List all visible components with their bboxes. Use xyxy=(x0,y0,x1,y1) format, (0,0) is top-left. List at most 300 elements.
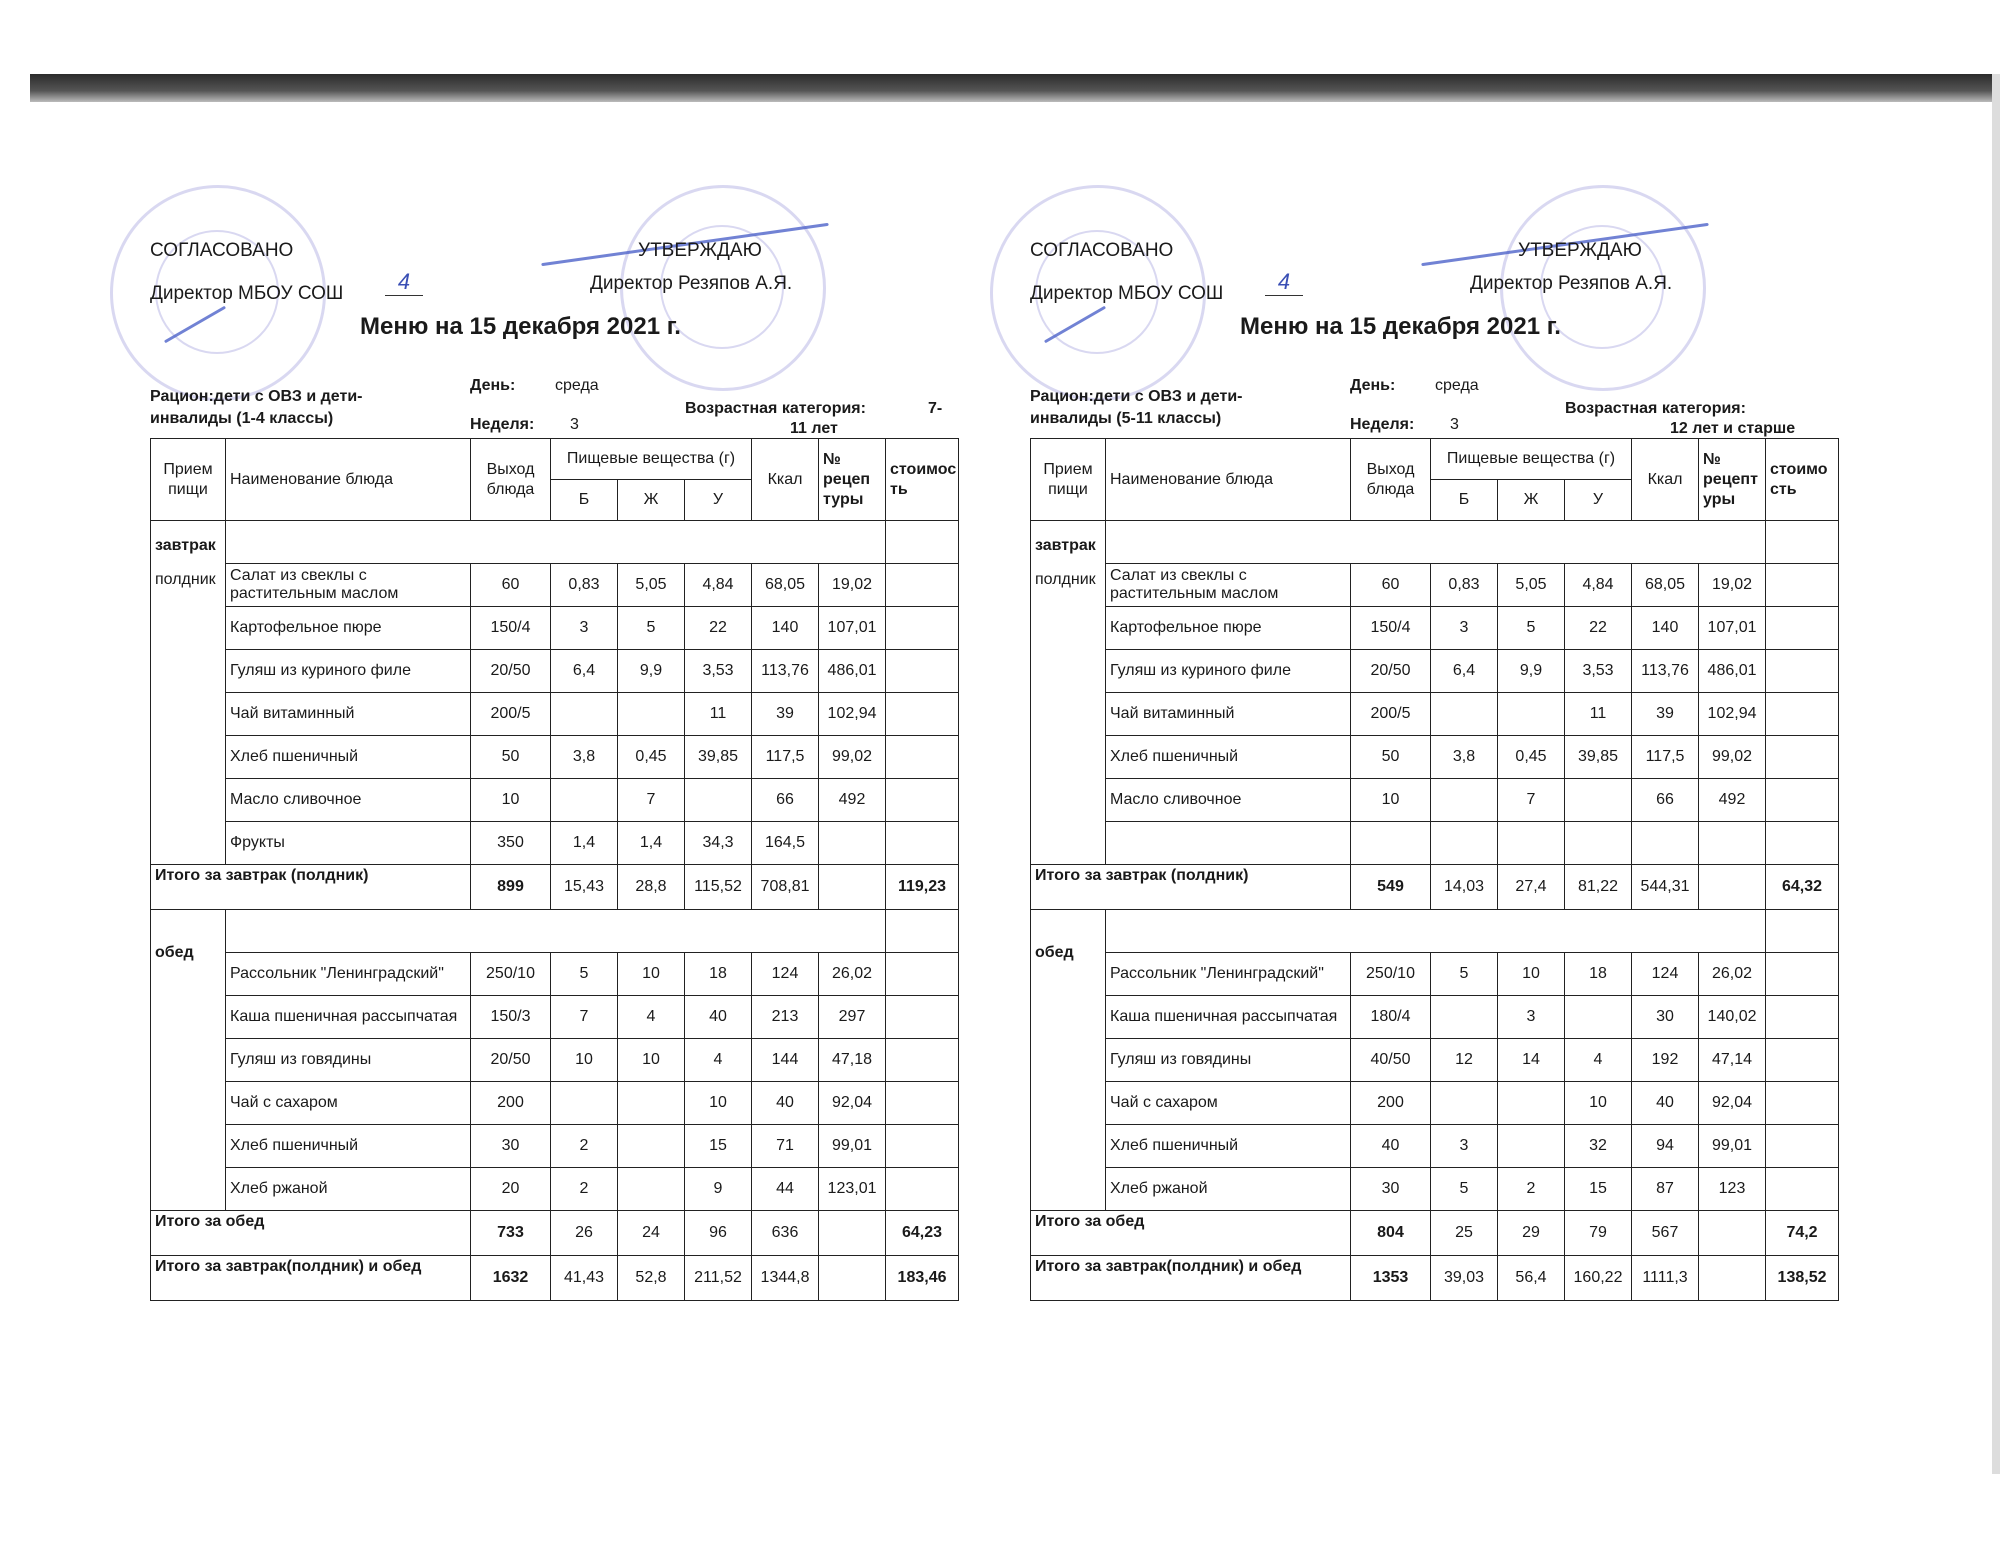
cell-b xyxy=(1431,996,1498,1039)
total-label: Итого за завтрак (полдник) xyxy=(1031,865,1351,910)
cell-zh xyxy=(618,1125,685,1168)
total-u: 160,22 xyxy=(1565,1256,1632,1301)
cell-recipe: 47,14 xyxy=(1699,1039,1766,1082)
total-b: 26 xyxy=(551,1211,618,1256)
header-kcal: Ккал xyxy=(752,439,819,521)
cell-b: 5 xyxy=(1431,1168,1498,1211)
cell-cost xyxy=(1766,1082,1839,1125)
header-meal: Прием пищи xyxy=(1031,439,1106,521)
cell-kcal: 213 xyxy=(752,996,819,1039)
cell-zh: 1,4 xyxy=(618,822,685,865)
cell-kcal: 117,5 xyxy=(752,736,819,779)
lunch-total-row xyxy=(1031,1211,1839,1256)
cell-cost xyxy=(886,564,959,607)
section-spacer-row xyxy=(1031,521,1839,564)
cell-yield xyxy=(1351,822,1431,865)
cell-b: 3,8 xyxy=(551,736,618,779)
breakfast-total-row xyxy=(151,865,959,910)
header-nutrients: Пищевые вещества (г) xyxy=(1431,439,1632,480)
cell-u: 39,85 xyxy=(1565,736,1632,779)
cell-kcal: 39 xyxy=(1632,693,1699,736)
approved-heading: УТВЕРЖДАЮ xyxy=(1518,240,1642,261)
cell-yield: 200 xyxy=(1351,1082,1431,1125)
dish-name: Чай с сахаром xyxy=(226,1082,471,1125)
cell-b xyxy=(551,779,618,822)
cell-u: 40 xyxy=(685,996,752,1039)
day-label: День: xyxy=(470,377,516,394)
header-nutrients: Пищевые вещества (г) xyxy=(551,439,752,480)
cell-b xyxy=(1431,822,1498,865)
cell-u: 4 xyxy=(1565,1039,1632,1082)
section-spacer-row xyxy=(151,521,959,564)
ration-label: Рацион:дети с ОВЗ и дети- xyxy=(150,388,363,405)
ration-label: Рацион:дети с ОВЗ и дети- xyxy=(1030,388,1243,405)
dish-name: Хлеб пшеничный xyxy=(226,1125,471,1168)
total-b: 25 xyxy=(1431,1211,1498,1256)
cell-kcal: 94 xyxy=(1632,1125,1699,1168)
cell-yield: 30 xyxy=(1351,1168,1431,1211)
spacer-cost-cell xyxy=(886,521,959,564)
table-row xyxy=(151,822,959,865)
cell-cost xyxy=(1766,607,1839,650)
table-row xyxy=(1031,779,1839,822)
cell-kcal: 164,5 xyxy=(752,822,819,865)
total-b: 15,43 xyxy=(551,865,618,910)
menu-sheet-left xyxy=(150,225,980,1301)
spacer-cost-cell xyxy=(1766,910,1839,953)
age-value-2: 11 лет xyxy=(790,420,838,437)
dish-name: Салат из свеклы с растительным маслом xyxy=(226,564,471,607)
table-row xyxy=(1031,1082,1839,1125)
day-value: среда xyxy=(1435,377,1479,394)
school-number: 4 xyxy=(385,269,423,296)
cell-recipe: 486,01 xyxy=(1699,650,1766,693)
total-recipe xyxy=(1699,865,1766,910)
cell-b: 0,83 xyxy=(551,564,618,607)
day-label: День: xyxy=(1350,377,1396,394)
cell-zh: 7 xyxy=(618,779,685,822)
cell-u: 18 xyxy=(1565,953,1632,996)
table-row xyxy=(1031,650,1839,693)
grand-total-row xyxy=(151,1256,959,1301)
cell-yield: 10 xyxy=(471,779,551,822)
header-zh: Ж xyxy=(1498,480,1565,521)
dish-name: Гуляш из куриного филе xyxy=(226,650,471,693)
total-label: Итого за обед xyxy=(151,1211,471,1256)
cell-recipe: 123 xyxy=(1699,1168,1766,1211)
total-recipe xyxy=(819,1256,886,1301)
table-row xyxy=(151,779,959,822)
cell-recipe: 92,04 xyxy=(1699,1082,1766,1125)
cell-yield: 200 xyxy=(471,1082,551,1125)
dish-name: Каша пшеничная рассыпчатая xyxy=(226,996,471,1039)
cell-yield: 20/50 xyxy=(471,1039,551,1082)
cell-yield: 250/10 xyxy=(1351,953,1431,996)
cell-b: 6,4 xyxy=(551,650,618,693)
menu-meta xyxy=(1030,377,1860,438)
header-meal: Прием пищи xyxy=(151,439,226,521)
cell-b xyxy=(1431,1082,1498,1125)
week-value: 3 xyxy=(1450,416,1459,433)
table-row xyxy=(151,1039,959,1082)
cell-u: 39,85 xyxy=(685,736,752,779)
spacer-cell xyxy=(1106,521,1766,564)
cell-zh: 0,45 xyxy=(618,736,685,779)
cell-recipe: 26,02 xyxy=(1699,953,1766,996)
meal-lunch: обед xyxy=(1031,910,1106,1211)
cell-yield: 350 xyxy=(471,822,551,865)
agreed-by: Директор МБОУ СОШ xyxy=(1030,283,1224,304)
table-row xyxy=(1031,564,1839,607)
cell-yield: 200/5 xyxy=(471,693,551,736)
cell-b: 3 xyxy=(551,607,618,650)
spacer-cost-cell xyxy=(886,910,959,953)
ration-label-2: инвалиды (1-4 классы) xyxy=(150,410,334,427)
cell-cost xyxy=(1766,1125,1839,1168)
header-u: У xyxy=(685,480,752,521)
header-b: Б xyxy=(551,480,618,521)
week-label: Неделя: xyxy=(1350,416,1415,433)
cell-zh: 0,45 xyxy=(1498,736,1565,779)
cell-kcal: 39 xyxy=(752,693,819,736)
approved-by: Директор Резяпов А.Я. xyxy=(1470,273,1673,294)
cell-yield: 20 xyxy=(471,1168,551,1211)
cell-b xyxy=(1431,779,1498,822)
total-cost: 64,23 xyxy=(886,1211,959,1256)
cell-cost xyxy=(886,1168,959,1211)
cell-b: 2 xyxy=(551,1168,618,1211)
cell-kcal: 124 xyxy=(752,953,819,996)
meal-label-breakfast: завтрак xyxy=(155,537,216,554)
dish-name: Хлеб пшеничный xyxy=(1106,1125,1351,1168)
cell-u xyxy=(685,779,752,822)
cell-u xyxy=(1565,822,1632,865)
cell-u xyxy=(1565,996,1632,1039)
approval-block xyxy=(150,225,980,380)
school-number: 4 xyxy=(1265,269,1303,296)
total-cost: 64,32 xyxy=(1766,865,1839,910)
cell-recipe xyxy=(1699,822,1766,865)
section-spacer-row xyxy=(151,910,959,953)
cell-kcal: 87 xyxy=(1632,1168,1699,1211)
cell-u: 18 xyxy=(685,953,752,996)
cell-recipe: 107,01 xyxy=(1699,607,1766,650)
cell-zh xyxy=(1498,1125,1565,1168)
cell-u: 9 xyxy=(685,1168,752,1211)
cell-b: 1,4 xyxy=(551,822,618,865)
total-yield: 804 xyxy=(1351,1211,1431,1256)
dish-name: Картофельное пюре xyxy=(226,607,471,650)
header-recipe: № рецеп туры xyxy=(819,439,886,521)
total-kcal: 544,31 xyxy=(1632,865,1699,910)
cell-u: 4 xyxy=(685,1039,752,1082)
menu-sheet-right xyxy=(1030,225,1860,1301)
cell-cost xyxy=(886,953,959,996)
cell-zh: 3 xyxy=(1498,996,1565,1039)
total-recipe xyxy=(819,865,886,910)
cell-yield: 10 xyxy=(1351,779,1431,822)
header-dish: Наименование блюда xyxy=(226,439,471,521)
approved-heading: УТВЕРЖДАЮ xyxy=(638,240,762,261)
cell-kcal: 144 xyxy=(752,1039,819,1082)
table-row xyxy=(1031,1125,1839,1168)
dish-name xyxy=(1106,822,1351,865)
age-label: Возрастная категория: xyxy=(1565,400,1746,417)
total-kcal: 1344,8 xyxy=(752,1256,819,1301)
cell-kcal: 66 xyxy=(1632,779,1699,822)
dish-name: Салат из свеклы с растительным маслом xyxy=(1106,564,1351,607)
cell-yield: 60 xyxy=(1351,564,1431,607)
cell-u: 32 xyxy=(1565,1125,1632,1168)
cell-cost xyxy=(1766,953,1839,996)
header-row xyxy=(1031,439,1839,480)
cell-zh: 5 xyxy=(618,607,685,650)
dish-name: Каша пшеничная рассыпчатая xyxy=(1106,996,1351,1039)
table-row xyxy=(1031,693,1839,736)
week-label: Неделя: xyxy=(470,416,535,433)
cell-kcal: 71 xyxy=(752,1125,819,1168)
table-row xyxy=(1031,607,1839,650)
total-b: 39,03 xyxy=(1431,1256,1498,1301)
cell-recipe: 99,02 xyxy=(819,736,886,779)
cell-recipe: 26,02 xyxy=(819,953,886,996)
cell-b xyxy=(1431,693,1498,736)
cell-zh: 9,9 xyxy=(1498,650,1565,693)
cell-recipe: 47,18 xyxy=(819,1039,886,1082)
agreed-by: Директор МБОУ СОШ xyxy=(150,283,344,304)
cell-u: 15 xyxy=(1565,1168,1632,1211)
grand-total-row xyxy=(1031,1256,1839,1301)
cell-zh xyxy=(618,1082,685,1125)
cell-zh xyxy=(1498,1082,1565,1125)
total-u: 81,22 xyxy=(1565,865,1632,910)
cell-cost xyxy=(1766,822,1839,865)
cell-yield: 60 xyxy=(471,564,551,607)
table-row xyxy=(151,1082,959,1125)
age-value-1: 7- xyxy=(928,400,943,417)
cell-kcal: 140 xyxy=(1632,607,1699,650)
table-row xyxy=(151,1125,959,1168)
table-row xyxy=(151,953,959,996)
ration-label-2: инвалиды (5-11 классы) xyxy=(1030,410,1222,427)
dish-name: Картофельное пюре xyxy=(1106,607,1351,650)
table-row xyxy=(151,693,959,736)
cell-recipe: 492 xyxy=(819,779,886,822)
table-row xyxy=(151,564,959,607)
total-label: Итого за завтрак(полдник) и обед xyxy=(151,1256,471,1301)
total-kcal: 567 xyxy=(1632,1211,1699,1256)
total-u: 79 xyxy=(1565,1211,1632,1256)
cell-recipe: 297 xyxy=(819,996,886,1039)
dish-name: Хлеб ржаной xyxy=(226,1168,471,1211)
cell-cost xyxy=(1766,693,1839,736)
cell-zh: 7 xyxy=(1498,779,1565,822)
cell-zh: 5 xyxy=(1498,607,1565,650)
age-value-2: 12 лет и старше xyxy=(1670,420,1796,437)
week-value: 3 xyxy=(570,416,579,433)
cell-b: 10 xyxy=(551,1039,618,1082)
approval-block xyxy=(1030,225,1860,380)
cell-cost xyxy=(886,1039,959,1082)
table-row xyxy=(151,1168,959,1211)
cell-u: 4,84 xyxy=(685,564,752,607)
dish-name: Чай с сахаром xyxy=(1106,1082,1351,1125)
menu-table xyxy=(150,438,959,1301)
agreed-heading: СОГЛАСОВАНО xyxy=(1030,240,1174,261)
cell-cost xyxy=(1766,996,1839,1039)
cell-yield: 150/3 xyxy=(471,996,551,1039)
cell-recipe: 123,01 xyxy=(819,1168,886,1211)
cell-yield: 150/4 xyxy=(1351,607,1431,650)
total-label: Итого за обед xyxy=(1031,1211,1351,1256)
cell-recipe: 19,02 xyxy=(1699,564,1766,607)
cell-kcal: 113,76 xyxy=(1632,650,1699,693)
cell-recipe: 486,01 xyxy=(819,650,886,693)
total-u: 211,52 xyxy=(685,1256,752,1301)
cell-recipe: 102,94 xyxy=(1699,693,1766,736)
cell-yield: 50 xyxy=(1351,736,1431,779)
cell-kcal: 68,05 xyxy=(1632,564,1699,607)
day-value: среда xyxy=(555,377,599,394)
total-recipe xyxy=(819,1211,886,1256)
cell-recipe: 99,01 xyxy=(819,1125,886,1168)
cell-cost xyxy=(886,1082,959,1125)
cell-kcal: 192 xyxy=(1632,1039,1699,1082)
total-b: 41,43 xyxy=(551,1256,618,1301)
cell-u: 22 xyxy=(685,607,752,650)
meal-breakfast xyxy=(151,521,226,865)
dish-name: Фрукты xyxy=(226,822,471,865)
cell-recipe: 102,94 xyxy=(819,693,886,736)
total-yield: 733 xyxy=(471,1211,551,1256)
cell-kcal: 124 xyxy=(1632,953,1699,996)
header-u: У xyxy=(1565,480,1632,521)
table-row xyxy=(1031,953,1839,996)
cell-kcal: 30 xyxy=(1632,996,1699,1039)
dish-name: Рассольник "Ленинградский" xyxy=(226,953,471,996)
cell-cost xyxy=(1766,650,1839,693)
menu-meta xyxy=(150,377,980,438)
cell-zh xyxy=(1498,693,1565,736)
header-yield: Выход блюда xyxy=(471,439,551,521)
breakfast-total-row xyxy=(1031,865,1839,910)
cell-yield: 150/4 xyxy=(471,607,551,650)
cell-zh: 10 xyxy=(1498,953,1565,996)
total-cost: 119,23 xyxy=(886,865,959,910)
header-kcal: Ккал xyxy=(1632,439,1699,521)
dish-name: Хлеб ржаной xyxy=(1106,1168,1351,1211)
cell-b: 2 xyxy=(551,1125,618,1168)
cell-yield: 250/10 xyxy=(471,953,551,996)
cell-zh xyxy=(618,693,685,736)
cell-zh xyxy=(618,1168,685,1211)
cell-zh: 5,05 xyxy=(618,564,685,607)
cell-u: 11 xyxy=(1565,693,1632,736)
cell-u: 3,53 xyxy=(685,650,752,693)
cell-zh: 4 xyxy=(618,996,685,1039)
cell-b: 6,4 xyxy=(1431,650,1498,693)
cell-recipe: 99,02 xyxy=(1699,736,1766,779)
header-dish: Наименование блюда xyxy=(1106,439,1351,521)
spacer-cell xyxy=(226,910,886,953)
total-cost: 183,46 xyxy=(886,1256,959,1301)
table-row xyxy=(1031,736,1839,779)
cell-kcal: 44 xyxy=(752,1168,819,1211)
cell-recipe: 99,01 xyxy=(1699,1125,1766,1168)
cell-kcal: 68,05 xyxy=(752,564,819,607)
dish-name: Масло сливочное xyxy=(1106,779,1351,822)
cell-u: 4,84 xyxy=(1565,564,1632,607)
total-cost: 74,2 xyxy=(1766,1211,1839,1256)
cell-yield: 50 xyxy=(471,736,551,779)
cell-yield: 40/50 xyxy=(1351,1039,1431,1082)
total-b: 14,03 xyxy=(1431,865,1498,910)
cell-cost xyxy=(886,1125,959,1168)
menu-title: Меню на 15 декабря 2021 г. xyxy=(360,313,681,340)
cell-b: 5 xyxy=(1431,953,1498,996)
header-zh: Ж xyxy=(618,480,685,521)
cell-zh: 9,9 xyxy=(618,650,685,693)
dish-name: Рассольник "Ленинградский" xyxy=(1106,953,1351,996)
total-kcal: 1111,3 xyxy=(1632,1256,1699,1301)
header-row xyxy=(151,439,959,480)
total-zh: 29 xyxy=(1498,1211,1565,1256)
header-recipe: № рецепт уры xyxy=(1699,439,1766,521)
cell-u: 3,53 xyxy=(1565,650,1632,693)
cell-b: 3 xyxy=(1431,607,1498,650)
cell-recipe: 492 xyxy=(1699,779,1766,822)
cell-cost xyxy=(886,822,959,865)
section-spacer-row xyxy=(1031,910,1839,953)
table-row xyxy=(151,996,959,1039)
approved-by: Директор Резяпов А.Я. xyxy=(590,273,793,294)
cell-cost xyxy=(886,693,959,736)
header-cost: стоимос ть xyxy=(886,439,959,521)
cell-zh: 14 xyxy=(1498,1039,1565,1082)
cell-recipe: 140,02 xyxy=(1699,996,1766,1039)
spacer-cost-cell xyxy=(1766,521,1839,564)
cell-u: 22 xyxy=(1565,607,1632,650)
dish-name: Масло сливочное xyxy=(226,779,471,822)
dish-name: Хлеб пшеничный xyxy=(226,736,471,779)
total-yield: 1353 xyxy=(1351,1256,1431,1301)
cell-cost xyxy=(1766,564,1839,607)
total-zh: 56,4 xyxy=(1498,1256,1565,1301)
cell-cost xyxy=(886,607,959,650)
header-b: Б xyxy=(1431,480,1498,521)
cell-yield: 20/50 xyxy=(471,650,551,693)
meal-label-snack: полдник xyxy=(1035,571,1096,588)
cell-zh: 10 xyxy=(618,1039,685,1082)
cell-kcal: 40 xyxy=(1632,1082,1699,1125)
cell-cost xyxy=(886,736,959,779)
spacer-cell xyxy=(1106,910,1766,953)
cell-b: 3 xyxy=(1431,1125,1498,1168)
cell-cost xyxy=(886,779,959,822)
table-row xyxy=(1031,822,1839,865)
cell-cost xyxy=(1766,1168,1839,1211)
cell-u: 15 xyxy=(685,1125,752,1168)
cell-kcal: 140 xyxy=(752,607,819,650)
table-row xyxy=(151,650,959,693)
cell-u xyxy=(1565,779,1632,822)
table-row xyxy=(1031,1168,1839,1211)
cell-recipe: 19,02 xyxy=(819,564,886,607)
menu-table xyxy=(1030,438,1839,1301)
cell-zh: 2 xyxy=(1498,1168,1565,1211)
total-kcal: 708,81 xyxy=(752,865,819,910)
table-row xyxy=(151,736,959,779)
